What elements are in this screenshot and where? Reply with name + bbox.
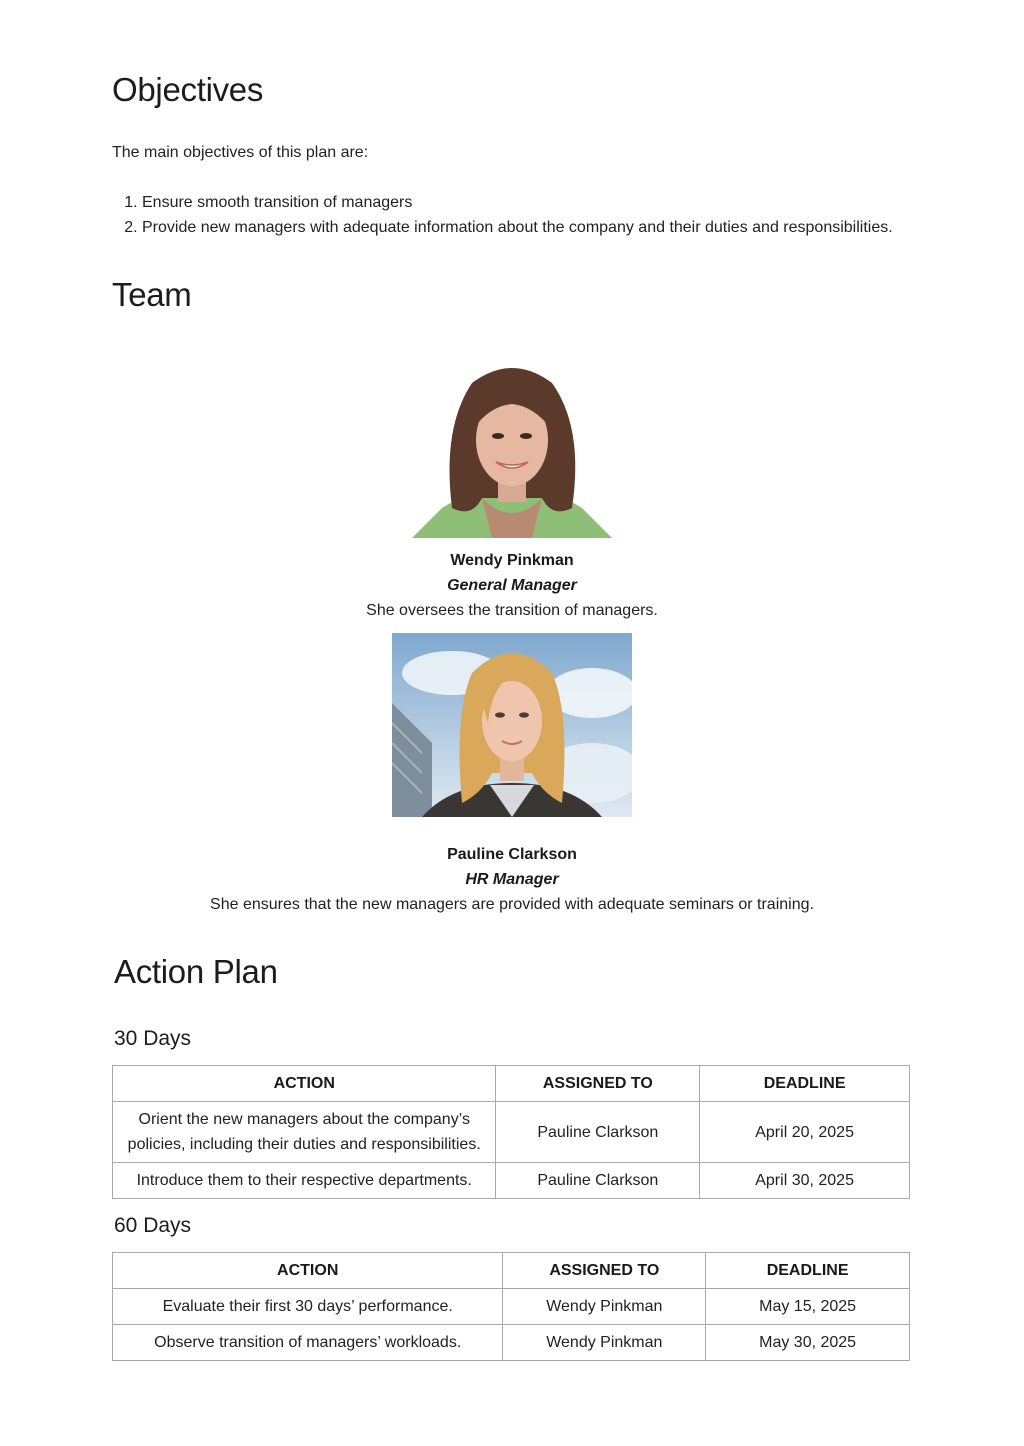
team-member-wendy (112, 548, 912, 623)
member-description: She oversees the transition of managers. (366, 602, 658, 619)
column-header-deadline: DEADLINE (700, 1066, 910, 1102)
wendy-photo (412, 358, 612, 538)
objectives-list (112, 190, 893, 240)
table-30-days (112, 1065, 910, 1199)
table-header-row (113, 1253, 910, 1289)
member-name: Wendy Pinkman (450, 552, 574, 569)
team-heading: Team (112, 276, 192, 313)
table-row (113, 1325, 910, 1361)
column-header-assigned-to: ASSIGNED TO (496, 1066, 700, 1102)
cell-action: Evaluate their first 30 days’ performance. (113, 1289, 503, 1325)
table-60-days-title: 60 Days (114, 1214, 192, 1237)
action-plan-heading: Action Plan (114, 953, 278, 990)
column-header-action: ACTION (113, 1253, 503, 1289)
portrait-wendy-image (412, 358, 612, 538)
table-header-row (113, 1066, 910, 1102)
member-role: HR Manager (465, 871, 559, 888)
team-member-pauline (112, 842, 912, 917)
pauline-photo (392, 633, 632, 817)
cell-deadline: April 30, 2025 (700, 1163, 910, 1199)
portrait-pauline-image (392, 633, 632, 817)
cell-deadline: April 20, 2025 (700, 1102, 910, 1163)
column-header-assigned-to: ASSIGNED TO (503, 1253, 706, 1289)
member-description: She ensures that the new managers are provided with adequate seminars or training. (210, 896, 814, 913)
cell-assigned-to: Wendy Pinkman (503, 1289, 706, 1325)
cell-assigned-to: Pauline Clarkson (496, 1102, 700, 1163)
cell-deadline: May 30, 2025 (706, 1325, 910, 1361)
cell-assigned-to: Wendy Pinkman (503, 1325, 706, 1361)
objectives-heading: Objectives (112, 71, 264, 108)
cell-assigned-to: Pauline Clarkson (496, 1163, 700, 1199)
table-row (113, 1102, 910, 1163)
objectives-intro: The main objectives of this plan are: (112, 144, 369, 161)
objective-item: 2. Provide new managers with adequate information about the company and their duties and responsibilities. (142, 215, 893, 240)
table-row (113, 1163, 910, 1199)
cell-action: Orient the new managers about the company’s policies, including their duties and responsibilities. (113, 1102, 496, 1163)
column-header-deadline: DEADLINE (706, 1253, 910, 1289)
objective-item: 1. Ensure smooth transition of managers (142, 190, 893, 215)
table-60-days (112, 1252, 910, 1361)
member-role: General Manager (447, 577, 577, 594)
column-header-action: ACTION (113, 1066, 496, 1102)
table-30-days-title: 30 Days (114, 1027, 192, 1050)
cell-action: Observe transition of managers’ workloads. (113, 1325, 503, 1361)
table-row (113, 1289, 910, 1325)
cell-deadline: May 15, 2025 (706, 1289, 910, 1325)
cell-action: Introduce them to their respective departments. (113, 1163, 496, 1199)
member-name: Pauline Clarkson (447, 846, 577, 863)
